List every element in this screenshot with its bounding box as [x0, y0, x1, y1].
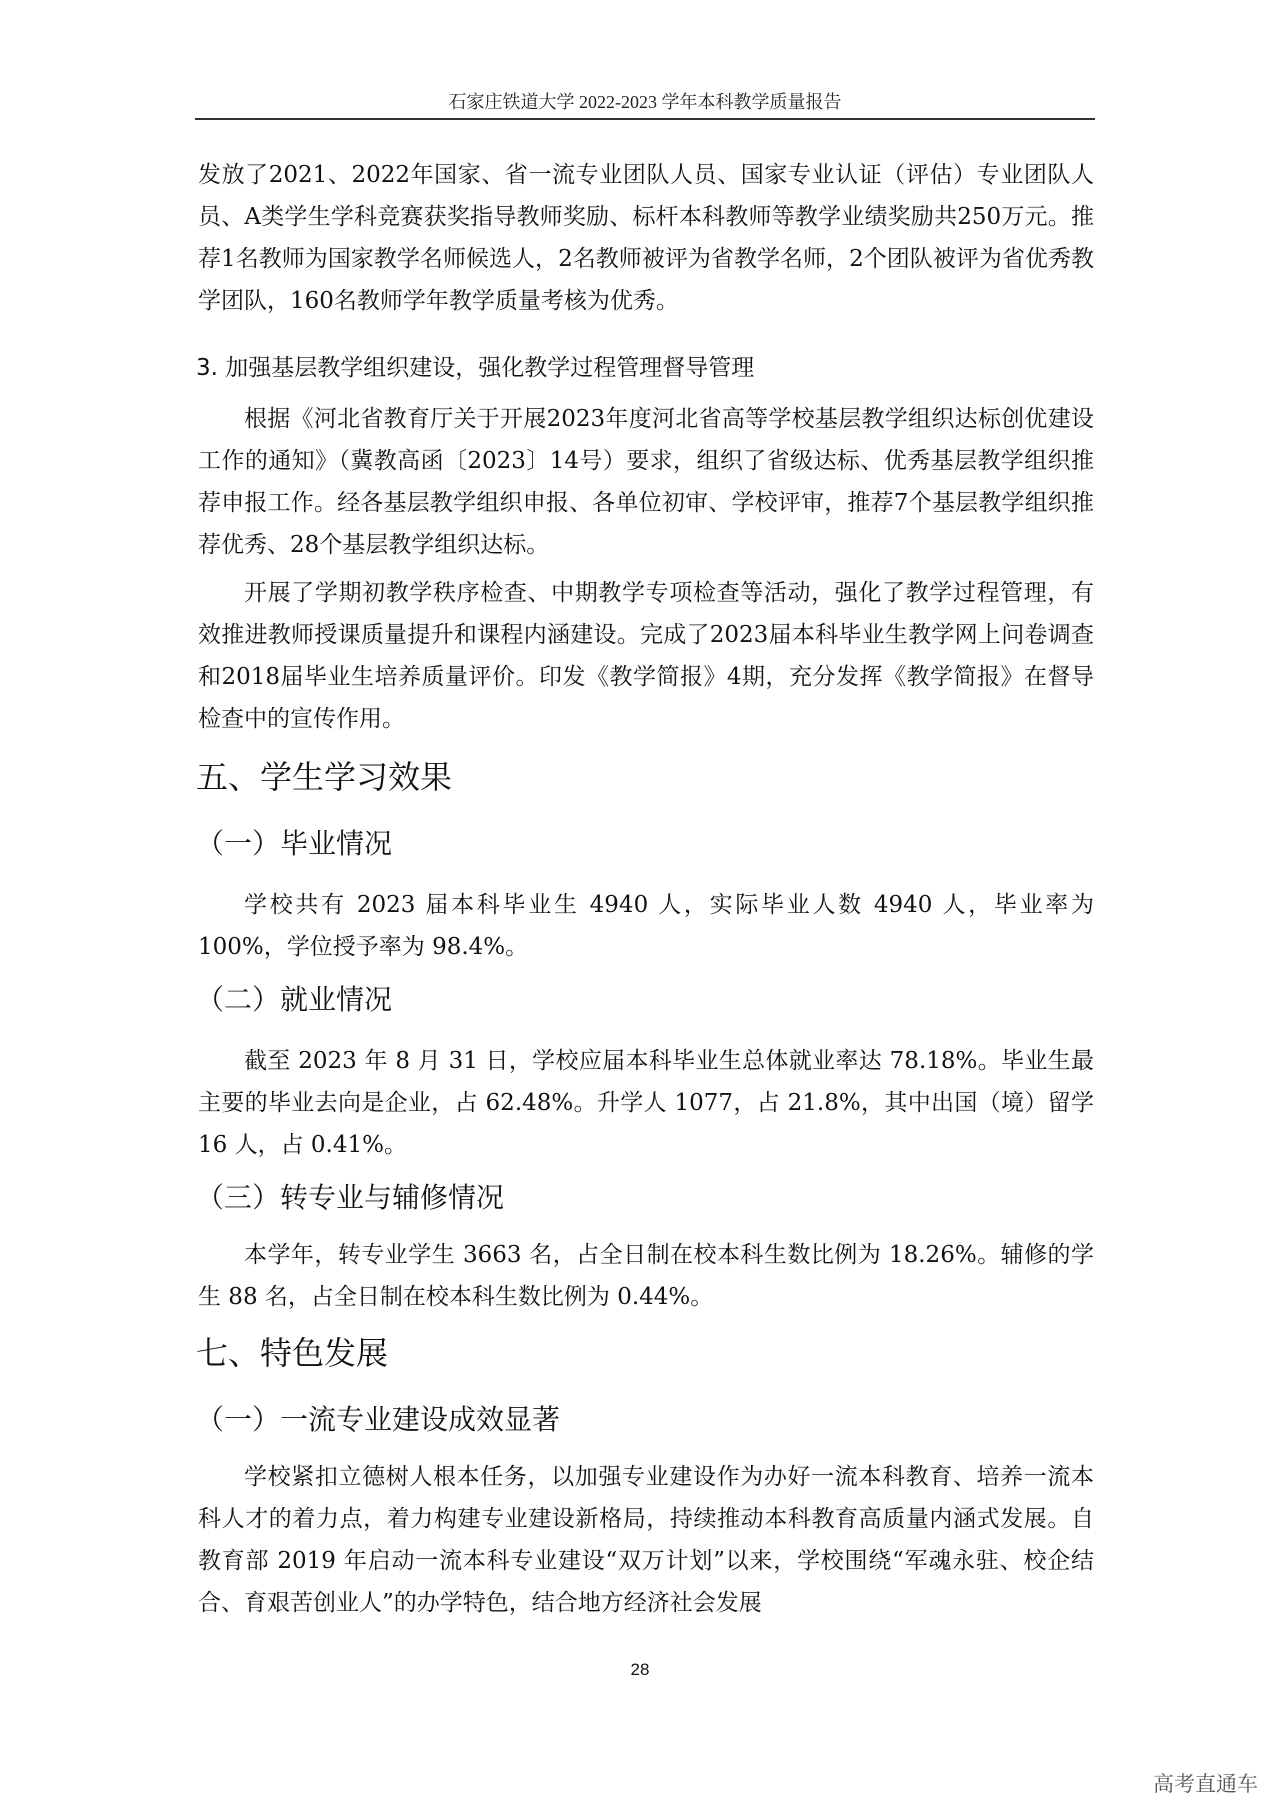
section7-heading: 七、特色发展: [196, 1334, 389, 1372]
page-number: 28: [630, 1660, 650, 1679]
section5-heading: 五、学生学习效果: [196, 758, 453, 796]
page-header: 石家庄铁道大学 2022-2023 学年本科教学质量报告: [448, 92, 842, 112]
intro-paragraph: 发放了2021、2022年国家、省一流专业团队人员、国家专业认证（评估）专业团队人员、A类学生学科竞赛获奖指导教师奖励、标杆本科教师等教学业绩奖励共250万元。推荐1名教师为国家教学名师候选人，2名教师被评为省教学名师，2个团队被评为省优秀教学团队，160名教师学年教学质量考核为优秀。: [198, 162, 1094, 314]
item3-paragraph-1: 根据《河北省教育厅关于开展2023年度河北省高等学校基层教学组织达标创优建设工作的通知》（冀教高函〔2023〕14号）要求，组织了省级达标、优秀基层教学组织推荐申报工作。经各基层教学组织申报、各单位初审、学校评审，推荐7个基层教学组织推荐优秀、28个基层教学组织达标。: [198, 406, 1094, 558]
employment-paragraph: 截至 2023 年 8 月 31 日，学校应届本科毕业生总体就业率达 78.18%。毕业生最主要的毕业去向是企业，占 62.48%。升学人 1077，占 21.8%，其中出国（境）留学 16 人，占 0.41%。: [198, 1048, 1094, 1158]
header-divider: [195, 118, 1095, 120]
transfer-heading: （三）转专业与辅修情况: [196, 1181, 505, 1214]
first-class-paragraph: 学校紧扣立德树人根本任务，以加强专业建设作为办好一流本科教育、培养一流本科人才的着力点，着力构建专业建设新格局，持续推动本科教育高质量内涵式发展。自教育部 2019 年启动一流本科专业建设“双万计划”以来，学校围绕“军魂永驻、校企结合、育艰苦创业人”的办学特色，结合地方经济社会发展: [198, 1464, 1094, 1616]
first-class-heading: （一）一流专业建设成效显著: [196, 1403, 561, 1436]
item3-paragraph-2: 开展了学期初教学秩序检查、中期教学专项检查等活动，强化了教学过程管理，有效推进教师授课质量提升和课程内涵建设。完成了2023届本科毕业生教学网上问卷调查和2018届毕业生培养质量评价。印发《教学简报》4期，充分发挥《教学简报》在督导检查中的宣传作用。: [198, 580, 1094, 732]
employment-heading: （二）就业情况: [196, 983, 393, 1016]
graduation-heading: （一）毕业情况: [196, 827, 393, 860]
watermark: 高考直通车: [1153, 1772, 1258, 1796]
graduation-paragraph: 学校共有 2023 届本科毕业生 4940 人，实际毕业人数 4940 人，毕业率为 100%，学位授予率为 98.4%。: [198, 892, 1094, 960]
transfer-paragraph: 本学年，转专业学生 3663 名，占全日制在校本科生数比例为 18.26%。辅修的学生 88 名，占全日制在校本科生数比例为 0.44%。: [198, 1242, 1094, 1310]
item3-heading: 3. 加强基层教学组织建设，强化教学过程管理督导管理: [196, 355, 755, 381]
